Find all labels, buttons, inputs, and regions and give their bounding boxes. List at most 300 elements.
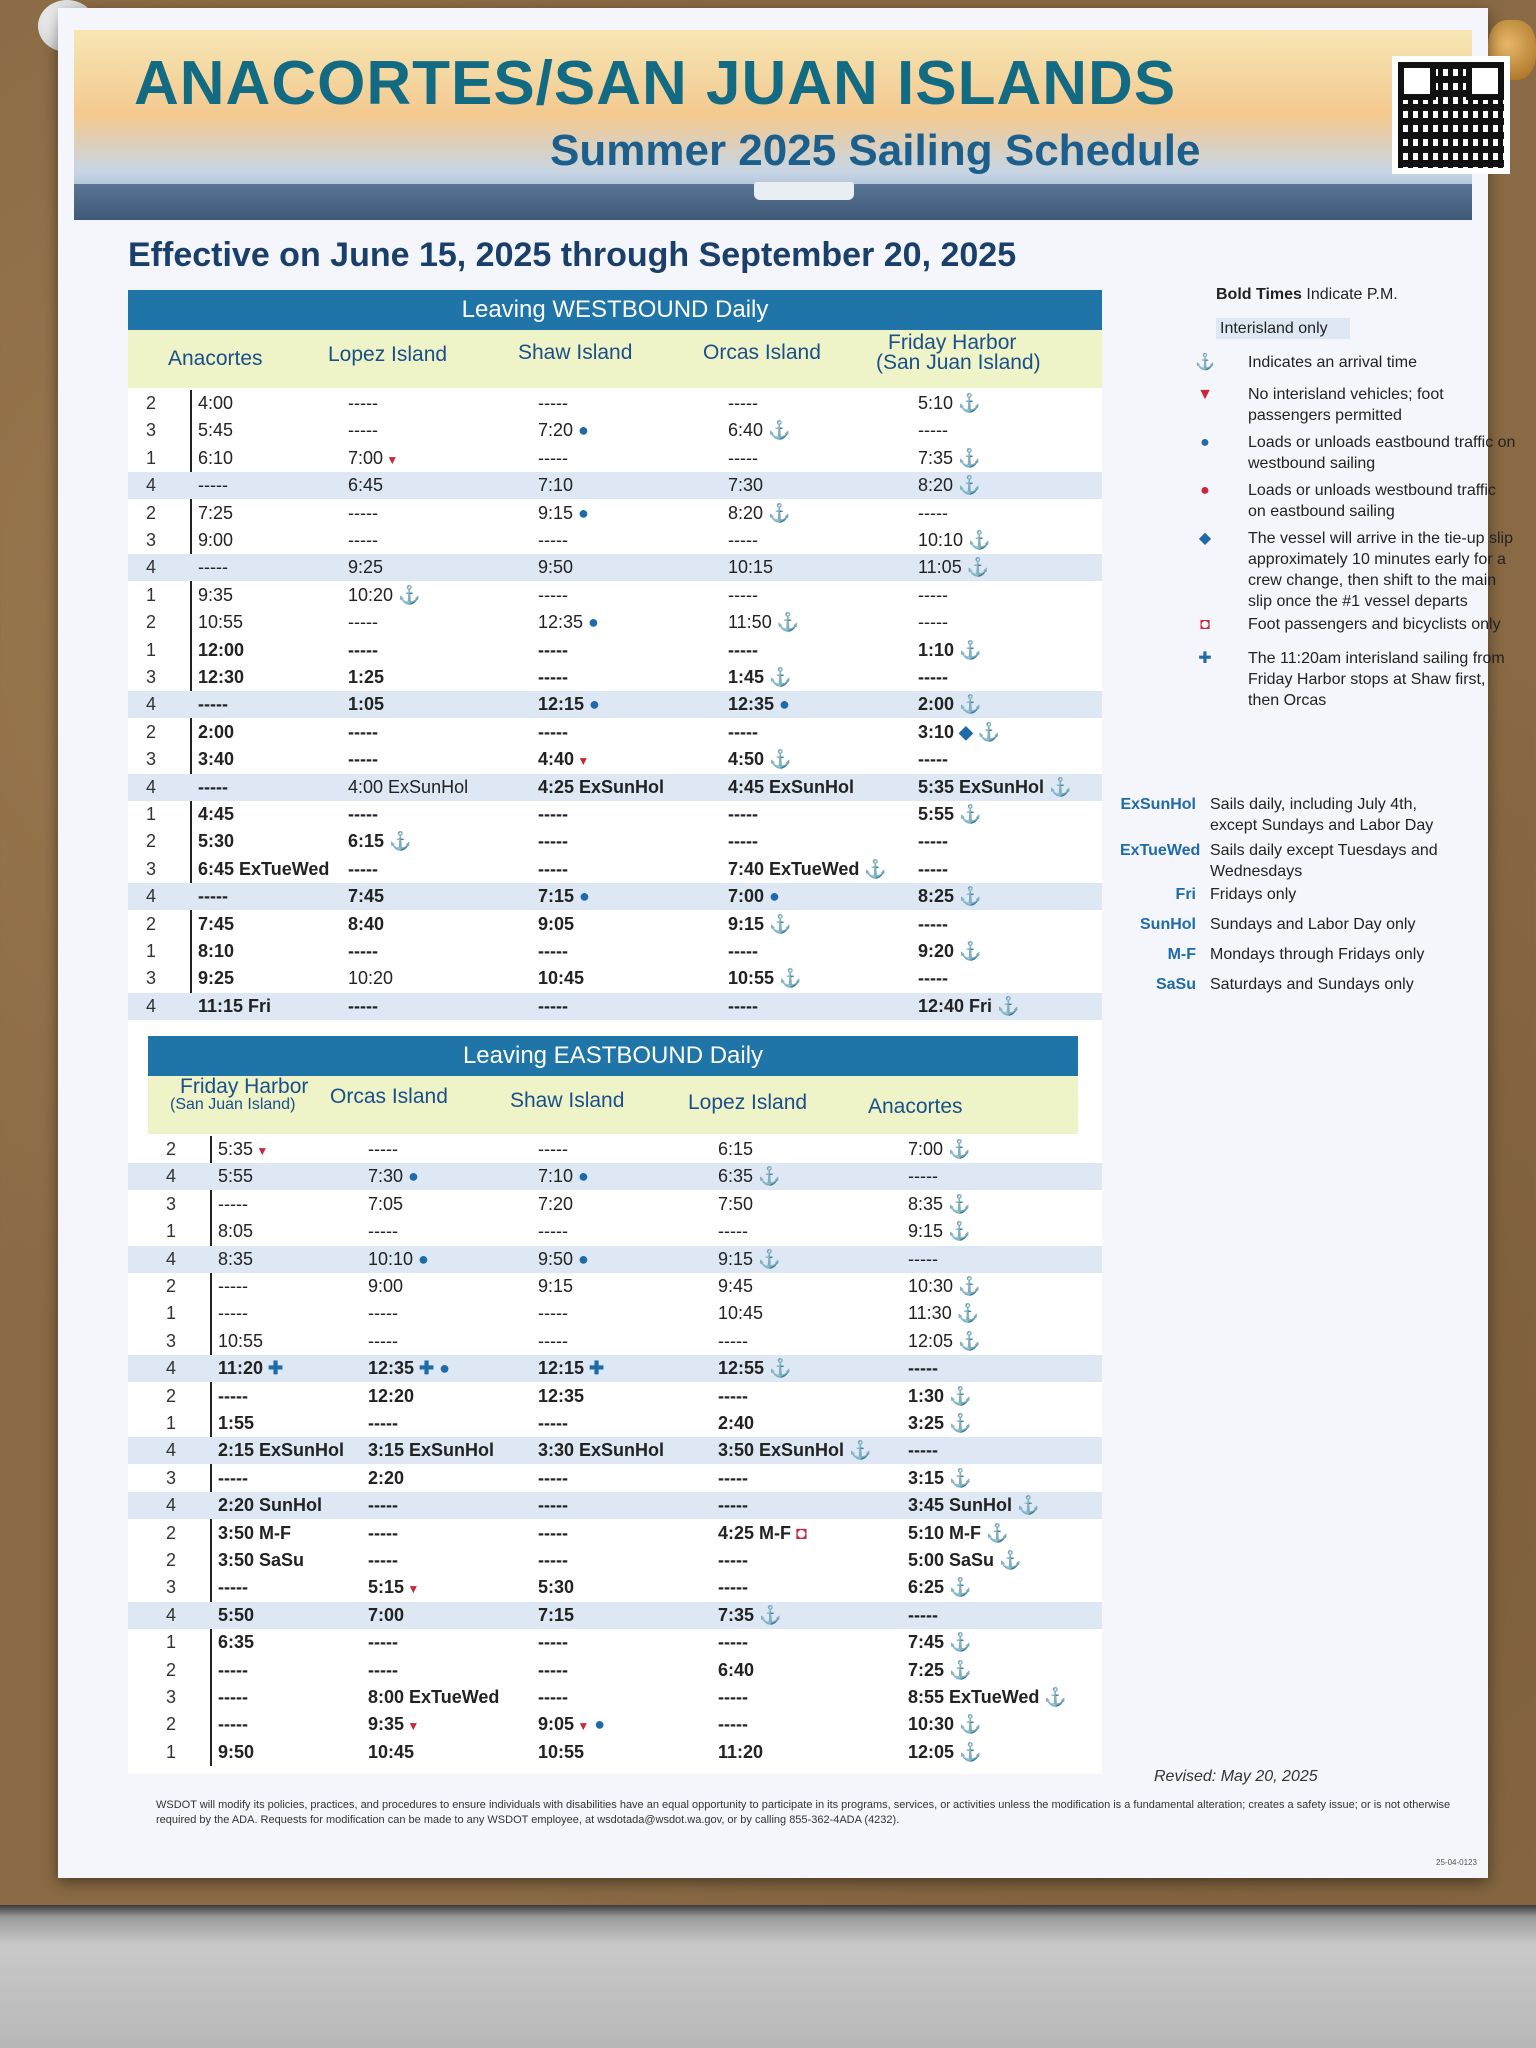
sailing-time: ----- bbox=[718, 1330, 748, 1351]
column-header: (San Juan Island) bbox=[170, 1096, 296, 1113]
sailing-time: 12:20 bbox=[368, 1385, 415, 1406]
legend-text: Foot passengers and bicyclists only bbox=[1248, 616, 1501, 633]
anchor-icon: ⚓ bbox=[954, 639, 982, 660]
sailing-time: ----- bbox=[538, 721, 568, 742]
sailing-time: ----- bbox=[368, 1495, 398, 1516]
sailing-time: 9:25 bbox=[198, 968, 235, 989]
sailing-time: 10:55 ⚓ bbox=[728, 968, 802, 989]
sailing-time: ----- bbox=[538, 667, 568, 687]
table-row bbox=[128, 1328, 1102, 1355]
sailing-time: ----- bbox=[368, 1221, 398, 1242]
anchor-icon: ⚓ bbox=[943, 1139, 971, 1159]
revised-date: Revised: May 20, 2025 bbox=[1154, 1768, 1318, 1785]
vessel-number: 4 bbox=[166, 1604, 177, 1625]
table-row bbox=[128, 390, 1102, 417]
sailing-time: 11:05 ⚓ bbox=[918, 557, 990, 578]
westbound-column-headers bbox=[128, 330, 1102, 388]
sailing-time: 8:55 ExTueWed ⚓ bbox=[908, 1687, 1067, 1707]
vessel-number: 4 bbox=[146, 776, 157, 797]
sailing-time: 3:50 M-F bbox=[218, 1522, 292, 1543]
table-row bbox=[128, 1300, 1102, 1327]
sailing-time: 1:30 ⚓ bbox=[908, 1385, 972, 1406]
vessel-number: 3 bbox=[146, 420, 157, 441]
sailing-time: ----- bbox=[348, 393, 378, 413]
anchor-icon: ⚓ bbox=[944, 1659, 972, 1680]
sailing-time: ----- bbox=[348, 420, 378, 441]
sailing-time: 5:15 ▼ bbox=[368, 1577, 420, 1598]
sailing-time: 5:35 ▼ bbox=[218, 1139, 269, 1159]
sailing-time: 2:00 bbox=[198, 721, 235, 742]
sailing-time: ----- bbox=[718, 1385, 748, 1406]
table-row bbox=[128, 1547, 1102, 1574]
sailing-time: ----- bbox=[218, 1303, 248, 1324]
vessel-number: 3 bbox=[146, 968, 157, 989]
table-row bbox=[128, 1273, 1102, 1300]
anchor-icon: ⚓ bbox=[764, 1358, 792, 1379]
vessel-number: 2 bbox=[146, 502, 157, 523]
sailing-time: ----- bbox=[538, 1495, 568, 1516]
vessel-number: 2 bbox=[166, 1714, 177, 1735]
red-triangle-icon: ▼ bbox=[383, 452, 399, 467]
sailing-time: 5:45 bbox=[198, 420, 234, 441]
red-triangle-icon: ▼ bbox=[404, 1582, 420, 1597]
diamond-icon: ◆ bbox=[1198, 530, 1212, 547]
eastbound-column-headers bbox=[148, 1076, 1078, 1134]
table-row bbox=[128, 911, 1102, 938]
sailing-time: 6:10 bbox=[198, 447, 234, 468]
sailing-time: 9:35 bbox=[198, 584, 234, 605]
anchor-icon: ⚓ bbox=[764, 913, 792, 934]
sailing-time: ----- bbox=[908, 1604, 938, 1625]
vessel-number: 2 bbox=[166, 1385, 177, 1406]
anchor-icon: ⚓ bbox=[859, 858, 887, 879]
table-row bbox=[128, 527, 1102, 554]
plus-icon: ✚ bbox=[263, 1358, 284, 1379]
sailing-time: 7:45 bbox=[348, 886, 385, 907]
table-row bbox=[128, 1191, 1102, 1218]
sailing-time: 5:30 bbox=[538, 1577, 575, 1598]
vessel-number: 1 bbox=[146, 447, 157, 468]
sailing-time: 4:50 ⚓ bbox=[728, 749, 792, 770]
anchor-icon: ⚓ bbox=[944, 1577, 972, 1598]
header-banner bbox=[74, 30, 1472, 220]
sailing-time: ----- bbox=[918, 913, 948, 934]
anchor-icon: ⚓ bbox=[944, 1467, 972, 1488]
sailing-time: ----- bbox=[538, 831, 568, 852]
blue-dot-icon: ● bbox=[1200, 434, 1210, 451]
sailing-time: 12:55 ⚓ bbox=[718, 1358, 792, 1379]
sailing-time: ----- bbox=[348, 858, 378, 879]
table-row bbox=[128, 719, 1102, 746]
vessel-number: 2 bbox=[146, 393, 157, 413]
sailing-time: 9:15 ● bbox=[538, 502, 589, 523]
sailing-time: ----- bbox=[918, 667, 948, 687]
anchor-icon: ⚓ bbox=[954, 941, 982, 961]
red-triangle-icon: ▼ bbox=[1197, 386, 1213, 403]
sailing-time: 8:35 bbox=[218, 1248, 254, 1269]
vessel-number: 1 bbox=[166, 1221, 177, 1242]
sailing-time: ----- bbox=[538, 1550, 568, 1570]
anchor-icon: ⚓ bbox=[954, 694, 982, 715]
sailing-time: ----- bbox=[348, 530, 378, 550]
sailing-time: ----- bbox=[538, 858, 568, 879]
vessel-number: 2 bbox=[146, 612, 157, 633]
legend-text: Loads or unloads westbound traffic on eastbound sailing bbox=[1248, 482, 1496, 520]
vessel-number: 1 bbox=[146, 804, 157, 824]
vessel-number: 4 bbox=[166, 1495, 177, 1516]
anchor-icon: ⚓ bbox=[953, 1276, 981, 1296]
sailing-time: 7:30 bbox=[728, 475, 764, 496]
table-row bbox=[128, 993, 1102, 1020]
sailing-time: 3:30 ExSunHol bbox=[538, 1440, 665, 1461]
vessel-number: 2 bbox=[146, 831, 157, 852]
anchor-icon: ⚓ bbox=[764, 667, 792, 687]
dot-icon: ● bbox=[573, 1166, 589, 1187]
sailing-time: 4:00 bbox=[198, 393, 234, 413]
sailing-time: 9:15 ⚓ bbox=[728, 913, 792, 934]
table-row bbox=[128, 1629, 1102, 1656]
vessel-number: 3 bbox=[166, 1330, 177, 1351]
anchor-icon: ⚓ bbox=[953, 1330, 981, 1351]
sailing-time: 9:05 bbox=[538, 913, 575, 934]
sailing-time: 7:50 bbox=[718, 1193, 754, 1214]
sailing-time: 12:15 ● bbox=[538, 694, 600, 715]
dot-icon: ● bbox=[573, 502, 589, 523]
sailing-time: ----- bbox=[348, 941, 378, 961]
vessel-number: 4 bbox=[166, 1440, 177, 1461]
sailing-time: ----- bbox=[918, 858, 948, 879]
sailing-time: 9:25 bbox=[348, 557, 384, 578]
sailing-time: 11:20 ✚ bbox=[218, 1358, 284, 1379]
sailing-time: 3:10 ◆ ⚓ bbox=[918, 721, 1001, 742]
anchor-icon: ⚓ bbox=[981, 1522, 1009, 1543]
anchor-icon: ⚓ bbox=[954, 886, 982, 907]
sailing-time: 11:15 Fri bbox=[198, 995, 272, 1016]
sailing-time: 3:50 SaSu bbox=[218, 1550, 305, 1570]
table-row bbox=[128, 1465, 1102, 1492]
sailing-time: 10:55 bbox=[538, 1741, 585, 1762]
sailing-time: 9:00 bbox=[198, 530, 234, 550]
sailing-time: 11:20 bbox=[718, 1741, 764, 1762]
document-id: 25-04-0123 bbox=[1436, 1858, 1477, 1867]
plus-icon: ✚ bbox=[414, 1358, 435, 1379]
sailing-time: 10:45 bbox=[718, 1303, 764, 1324]
dot-icon: ● bbox=[403, 1166, 419, 1187]
sailing-time: 3:15 ⚓ bbox=[908, 1467, 972, 1488]
dot-icon: ● bbox=[583, 612, 599, 633]
table-row bbox=[128, 1574, 1102, 1601]
sailing-time: 1:05 bbox=[348, 694, 385, 715]
anchor-icon: ⚓ bbox=[944, 1385, 972, 1406]
anchor-icon: ⚓ bbox=[764, 749, 792, 770]
sailing-time: ----- bbox=[368, 1632, 398, 1653]
sailing-time: ----- bbox=[348, 995, 378, 1016]
column-header: Shaw Island bbox=[510, 1089, 625, 1112]
plus-icon: ✚ bbox=[584, 1358, 605, 1379]
sailing-time: 12:35 ● bbox=[538, 612, 599, 633]
vessel-number: 1 bbox=[166, 1741, 177, 1762]
sailing-time: 9:15 ⚓ bbox=[718, 1248, 781, 1269]
sailing-time: ----- bbox=[908, 1166, 938, 1187]
vessel-number: 2 bbox=[166, 1522, 177, 1543]
vessel-number: 4 bbox=[166, 1248, 177, 1269]
schedule-sheet: ANACORTES/SAN JUAN ISLANDS Summer 2025 Sailing Schedule Effective on June 15, 2025 through September 20, 2025 Leaving WESTBOUND Daily Anacortes Lopez Island Shaw Island Orcas Island Friday Harbor (San Juan Island) 2 4:00 ----- ----- ----- 5:10 ⚓ 3 5:45 ----- 7:20 ● 6:40 ⚓ ----- 1 6:10 7:00 ▼ ----- ----- 7:35 ⚓ 4 ----- 6:45 7:10 7:30 8:20 ⚓ 2 7:25 ----- 9:15 ● 8:20 ⚓ ----- 3 9:00 ----- ----- ----- 10:10 ⚓ 4 ----- 9:25 9:50 10:15 11:05 ⚓ 1 9:35 10:20 ⚓ ----- ----- ----- 2 10:55 ----- 12:35 ● 11:50 ⚓ ----- 1 12:00 ----- ----- ----- 1:10 ⚓ 3 12:30 1:25 ----- 1:45 ⚓ ----- 4 ----- 1:05 12:15 ● 12:35 ● 2:00 ⚓ 2 2:00 ----- ----- ----- 3:10 ◆ ⚓ 3 3:40 ----- 4:40 ▼ 4:50 ⚓ ----- 4 ----- 4:00 ExSunHol 4:25 ExSunHol 4:45 ExSunHol 5:35 ExSunHol ⚓ 1 4:45 ----- ----- ----- 5:55 ⚓ 2 5:30 6:15 ⚓ ----- ----- ----- 3 6:45 ExTueWed ----- ----- 7:40 ExTueWed ⚓ ----- 4 ----- 7:45 7:15 ● 7:00 ● 8:25 ⚓ 2 7:45 8:40 9:05 9:15 ⚓ ----- 1 8:10 ----- ----- ----- 9:20 ⚓ 3 9:25 10:20 10:45 10:55 ⚓ ----- 4 11:15 Fri ----- ----- ----- 12:40 Fri ⚓ Leaving EASTBOUND Daily Friday Harbor (San Juan Island) Orcas Island Shaw Island Lopez Island Anacortes 2 5:35 ▼ ----- ----- 6:15 7:00 ⚓ 4 5:55 7:30 ● 7:10 ● 6:35 ⚓ ----- 3 ----- 7:05 7:20 7:50 8:35 ⚓ 1 8:05 ----- ----- ----- 9:15 ⚓ 4 8:35 10:10 ● 9:50 ● 9:15 ⚓ ----- 2 ----- 9:00 9:15 9:45 10:30 ⚓ 1 ----- ----- ----- 10:45 11:30 ⚓ 3 10:55 ----- ----- ----- 12:05 ⚓ 4 11:20 ✚ 12:35 ✚ ● 12:15 ✚ 12:55 ⚓ ----- 2 ----- 12:20 12:35 ----- 1:30 ⚓ 1 1:55 ----- ----- 2:40 3:25 ⚓ 4 2:15 ExSunHol 3:15 ExSunHol 3:30 ExSunHol 3:50 ExSunHol ⚓ ----- 3 ----- 2:20 ----- ----- 3:15 ⚓ 4 2:20 SunHol ----- ----- ----- 3:45 SunHol ⚓ 2 3:50 M-F ----- ----- 4:25 M-F ◘ 5:10 M-F ⚓ 2 3:50 SaSu ----- ----- ----- 5:00 SaSu ⚓ 3 ----- 5:15 ▼ 5:30 ----- 6:25 ⚓ 4 5:50 7:00 7:15 7:35 ⚓ ----- 1 6:35 ----- ----- ----- 7:45 ⚓ 2 ----- ----- ----- 6:40 7:25 ⚓ 3 ----- 8:00 ExTueWed ----- ----- 8:55 ExTueWed ⚓ 2 ----- 9:35 ▼ 9:05 ▼ ● ----- 10:30 ⚓ 1 9:50 10:45 10:55 11:20 12:05 ⚓ Bold Times Indicate P.M. Interisland only ⚓ Indicates an arrival time ▼ No interisland vehicles; foot passengers permitted ● Loads or unloads eastbound traffic on westbound sailing ● Loads or unloads westbound traffic on eastbound sailing ◆ The vessel will arrive in the tie-up slip approximately 10 minutes early for a crew change, then shift to the main slip once the #1 vessel departs ◘ Foot passengers and bicyclists only ✚ The 11:20am interisland sailing from Friday Harbor stops at Shaw first, then Orcas ExSunHol Sails daily, including July 4th, except Sundays and Labor Day ExTueWed Sails daily except Tuesdays and Wednesdays Fri Fridays only SunHol Sundays and Labor Day only M-F Mondays through Fridays only SaSu Saturdays and Sundays only Revised: May 20, 2025 WSDOT will modify its policies, practices, and procedures to ensure individuals with disabilities have an equal opportunity to participate in its programs, services, or activities unless the modification is a fundamental alteration; creates a safety issue; or is not otherwise required by the ADA. Requests for modification can be made to any WSDOT employee, at wsdotada@wsdot.wa.gov, or by calling 855-362-4ADA (4232). 25-04-0123 bbox=[58, 8, 1488, 1878]
code-key: SaSu bbox=[1155, 976, 1196, 993]
sailing-time: ----- bbox=[728, 941, 758, 961]
sailing-time: ----- bbox=[718, 1714, 748, 1735]
legend-text: The vessel will arrive in the tie-up slip approximately 10 minutes early for a crew change, then shift to the main slip once the #1 vessel departs bbox=[1248, 530, 1513, 610]
table-row bbox=[128, 554, 1102, 581]
table-row bbox=[128, 417, 1102, 444]
column-header: Anacortes bbox=[168, 347, 263, 370]
sailing-time: ----- bbox=[368, 1550, 398, 1570]
sailing-time: ----- bbox=[538, 639, 568, 660]
sailing-time: ----- bbox=[918, 420, 948, 441]
sailing-time: ----- bbox=[538, 530, 568, 550]
vessel-number: 3 bbox=[166, 1467, 177, 1488]
sailing-time: 6:35 ⚓ bbox=[718, 1166, 781, 1187]
sailing-time: 12:35 ✚ ● bbox=[368, 1358, 451, 1379]
sailing-time: ----- bbox=[218, 1577, 248, 1598]
sailing-time: ----- bbox=[348, 612, 378, 633]
code-key: ExTueWed bbox=[1120, 842, 1201, 859]
frame-bottom bbox=[0, 1905, 1536, 2048]
sailing-time: 7:35 ⚓ bbox=[718, 1604, 782, 1625]
sailing-time: ----- bbox=[718, 1550, 748, 1570]
dot-icon: ● bbox=[434, 1358, 451, 1379]
vessel-number: 2 bbox=[146, 913, 157, 934]
table-row bbox=[128, 1492, 1102, 1519]
vessel-number: 2 bbox=[166, 1276, 177, 1296]
sailing-time: 8:25 ⚓ bbox=[918, 886, 982, 907]
sailing-time: ----- bbox=[538, 1659, 568, 1680]
anchor-icon: ⚓ bbox=[944, 1413, 972, 1433]
sailing-time: ----- bbox=[908, 1440, 938, 1461]
sailing-time: 7:00 bbox=[368, 1604, 405, 1625]
sailing-time: 7:35 ⚓ bbox=[918, 447, 981, 468]
sailing-time: ----- bbox=[348, 502, 378, 523]
table-row bbox=[128, 1355, 1102, 1382]
sailing-time: ----- bbox=[718, 1577, 748, 1598]
anchor-icon: ⚓ bbox=[763, 502, 791, 523]
table-row bbox=[128, 1657, 1102, 1684]
sailing-time: 7:10 ● bbox=[538, 1166, 589, 1187]
sailing-time: 6:40 bbox=[718, 1659, 755, 1680]
sailing-time: 7:45 bbox=[198, 913, 235, 934]
sailing-time: ----- bbox=[728, 447, 758, 468]
sailing-time: ----- bbox=[198, 557, 228, 578]
code-key: Fri bbox=[1175, 886, 1196, 903]
sailing-time: 6:45 ExTueWed bbox=[198, 858, 330, 879]
sailing-time: 6:15 bbox=[718, 1139, 754, 1159]
sailing-time: 12:05 ⚓ bbox=[908, 1741, 982, 1762]
anchor-icon: ⚓ bbox=[763, 420, 791, 441]
sailing-time: ----- bbox=[368, 1303, 398, 1324]
sailing-time: ----- bbox=[728, 639, 758, 660]
sailing-time: 12:35 bbox=[538, 1385, 585, 1406]
sailing-time: ----- bbox=[728, 831, 758, 852]
table-row bbox=[128, 965, 1102, 992]
legend-text: Indicates an arrival time bbox=[1248, 354, 1417, 371]
sailing-time: 12:40 Fri ⚓ bbox=[918, 995, 1020, 1016]
anchor-icon: ⚓ bbox=[753, 1166, 781, 1187]
sailing-time: ----- bbox=[908, 1358, 938, 1379]
sailing-time: 7:20 ● bbox=[538, 420, 589, 441]
sailing-time: 7:25 ⚓ bbox=[908, 1659, 972, 1680]
sailing-time: ----- bbox=[368, 1139, 398, 1159]
sailing-time: ----- bbox=[918, 584, 948, 605]
vessel-number: 1 bbox=[146, 941, 157, 961]
table-row bbox=[128, 500, 1102, 527]
code-description: Mondays through Fridays only bbox=[1210, 946, 1425, 963]
vessel-number: 1 bbox=[146, 639, 157, 660]
column-header: Friday Harbor bbox=[888, 331, 1017, 354]
table-row bbox=[128, 1711, 1102, 1738]
sailing-time: ----- bbox=[218, 1659, 248, 1680]
table-row bbox=[128, 1684, 1102, 1711]
code-key: M-F bbox=[1167, 946, 1196, 963]
vessel-number: 1 bbox=[146, 584, 157, 605]
sailing-time: ----- bbox=[538, 804, 568, 824]
vessel-number: 4 bbox=[166, 1358, 177, 1379]
sailing-time: ----- bbox=[918, 749, 948, 770]
sailing-time: 11:50 ⚓ bbox=[728, 612, 800, 633]
sailing-time: 4:00 ExSunHol bbox=[348, 776, 469, 797]
sailing-time: ----- bbox=[218, 1385, 248, 1406]
anchor-icon: ⚓ bbox=[393, 584, 421, 605]
sailing-time: ----- bbox=[368, 1413, 398, 1433]
code-key: ExSunHol bbox=[1120, 796, 1196, 813]
vessel-number: 2 bbox=[166, 1550, 177, 1570]
sailing-time: 5:30 bbox=[198, 831, 235, 852]
ferry-image bbox=[754, 182, 854, 200]
ada-footer: WSDOT will modify its policies, practices, and procedures to ensure individuals with disabilities have an equal opportunity to participate in its programs, services, or activities unless the modification is a fundamental alteration; creates a safety issue; or is not otherwise required by the ADA. Requests for modification can be made to any WSDOT employee, at wsdotada@wsdot.wa.gov, or by calling 855-362-4ADA (4232). bbox=[156, 1799, 1451, 1826]
vessel-number: 4 bbox=[146, 995, 157, 1016]
anchor-icon: ⚓ bbox=[384, 831, 412, 852]
page-subtitle: Summer 2025 Sailing Schedule bbox=[550, 126, 1201, 175]
sailing-time: 9:05 ▼ ● bbox=[538, 1714, 606, 1735]
sailing-time: 9:45 bbox=[718, 1276, 754, 1296]
sailing-time: 3:15 ExSunHol bbox=[368, 1440, 495, 1461]
red-triangle-icon: ▼ bbox=[574, 754, 590, 769]
anchor-icon: ⚓ bbox=[953, 393, 981, 413]
sailing-time: 7:15 bbox=[538, 1604, 575, 1625]
anchor-icon: ⚓ bbox=[1195, 354, 1215, 371]
sailing-time: ----- bbox=[348, 721, 378, 742]
sailing-time: 8:35 ⚓ bbox=[908, 1193, 971, 1214]
vessel-number: 1 bbox=[166, 1413, 177, 1433]
sailing-time: 10:20 bbox=[348, 968, 394, 989]
sailing-time: ----- bbox=[538, 1632, 568, 1653]
anchor-icon: ⚓ bbox=[753, 1248, 781, 1269]
effective-dates: Effective on June 15, 2025 through September 20, 2025 bbox=[128, 236, 1017, 274]
sailing-time: ----- bbox=[908, 1248, 938, 1269]
table-row bbox=[128, 445, 1102, 472]
sailing-time: ----- bbox=[728, 393, 758, 413]
sailing-time: 7:00 ● bbox=[728, 886, 780, 907]
anchor-icon: ⚓ bbox=[972, 721, 1001, 742]
table-row bbox=[128, 1163, 1102, 1190]
anchor-icon: ⚓ bbox=[953, 475, 981, 496]
sailing-time: ----- bbox=[718, 1495, 748, 1516]
anchor-icon: ⚓ bbox=[992, 995, 1020, 1016]
sailing-time: ----- bbox=[218, 1193, 248, 1214]
table-row bbox=[128, 856, 1102, 883]
sailing-time: 7:00 ⚓ bbox=[908, 1139, 971, 1159]
sailing-time: ----- bbox=[348, 749, 378, 770]
sailing-time: 10:30 ⚓ bbox=[908, 1276, 981, 1296]
column-header: Lopez Island bbox=[688, 1091, 808, 1114]
sailing-time: ----- bbox=[718, 1467, 748, 1488]
sailing-time: 4:25 M-F ◘ bbox=[718, 1522, 807, 1543]
sailing-time: 9:50 bbox=[538, 557, 574, 578]
anchor-icon: ⚓ bbox=[954, 1714, 982, 1735]
table-row bbox=[128, 1246, 1102, 1273]
sailing-time: ----- bbox=[918, 502, 948, 523]
column-header: Shaw Island bbox=[518, 341, 633, 364]
sailing-time: 5:10 ⚓ bbox=[918, 393, 981, 413]
vessel-number: 3 bbox=[146, 749, 157, 770]
sailing-time: 11:30 ⚓ bbox=[908, 1303, 980, 1324]
table-row bbox=[128, 691, 1102, 718]
vessel-number: 3 bbox=[146, 858, 157, 879]
sailing-time: ----- bbox=[218, 1467, 248, 1488]
diamond-icon: ◆ bbox=[954, 721, 973, 742]
sailing-time: ----- bbox=[538, 1522, 568, 1543]
anchor-icon: ⚓ bbox=[961, 557, 990, 578]
anchor-icon: ⚓ bbox=[754, 1604, 782, 1625]
table-row bbox=[128, 1437, 1102, 1464]
vessel-number: 3 bbox=[166, 1577, 177, 1598]
sailing-time: ----- bbox=[918, 968, 948, 989]
qr-code-icon[interactable] bbox=[1392, 56, 1510, 174]
sailing-time: ----- bbox=[538, 1303, 568, 1324]
red-triangle-icon: ▼ bbox=[574, 1719, 590, 1734]
red-triangle-icon: ▼ bbox=[253, 1144, 269, 1158]
sailing-time: ----- bbox=[198, 694, 228, 715]
vessel-number: 3 bbox=[146, 667, 157, 687]
sailing-time: 6:40 ⚓ bbox=[728, 420, 791, 441]
sailing-time: ----- bbox=[368, 1330, 398, 1351]
sailing-time: 8:10 bbox=[198, 941, 235, 961]
sailing-time: 7:00 ▼ bbox=[348, 447, 399, 468]
sailing-time: 5:55 ⚓ bbox=[918, 804, 982, 824]
sailing-time: 2:40 bbox=[718, 1413, 755, 1433]
sailing-time: 6:45 bbox=[348, 475, 384, 496]
sailing-time: 9:35 ▼ bbox=[368, 1714, 420, 1735]
sailing-time: ----- bbox=[368, 1659, 398, 1680]
dot-icon: ● bbox=[589, 1714, 606, 1735]
column-header: Orcas Island bbox=[330, 1085, 448, 1108]
dot-icon: ● bbox=[574, 886, 590, 907]
sailing-time: 6:15 ⚓ bbox=[348, 831, 412, 852]
red-triangle-icon: ▼ bbox=[404, 1719, 420, 1734]
sailing-time: ----- bbox=[718, 1632, 748, 1653]
sailing-time: ----- bbox=[718, 1221, 748, 1242]
sailing-time: 10:45 bbox=[538, 968, 585, 989]
vessel-number: 3 bbox=[146, 530, 157, 550]
dot-icon: ● bbox=[573, 420, 589, 441]
sailing-time: 7:15 ● bbox=[538, 886, 590, 907]
sailing-time: 9:15 ⚓ bbox=[908, 1221, 971, 1242]
sailing-time: ----- bbox=[348, 804, 378, 824]
sailing-time: ----- bbox=[218, 1714, 248, 1735]
anchor-icon: ⚓ bbox=[954, 1741, 982, 1762]
sailing-time: ----- bbox=[218, 1687, 248, 1707]
dot-icon: ● bbox=[413, 1248, 429, 1269]
sailing-time: 2:15 ExSunHol bbox=[218, 1440, 345, 1461]
sailing-time: 10:45 bbox=[368, 1741, 415, 1762]
